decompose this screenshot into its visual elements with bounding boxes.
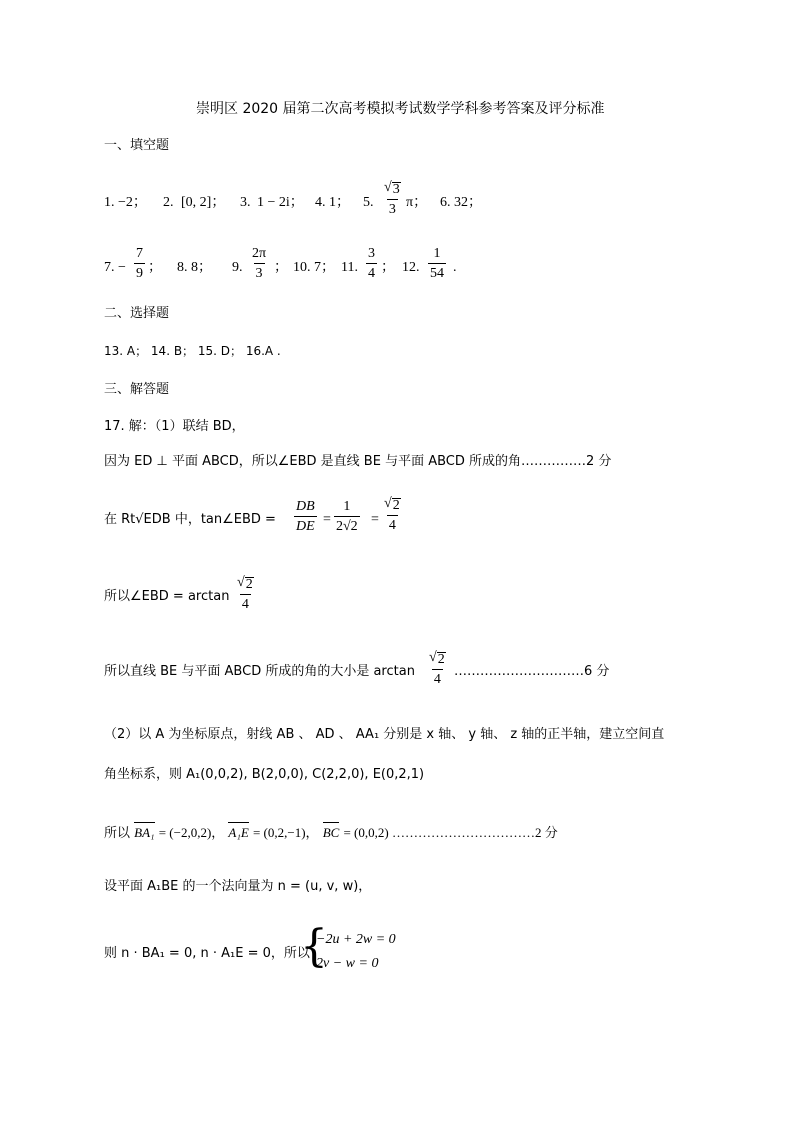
- answer-9-den: 3: [254, 263, 265, 281]
- q17-line-5-fraction: √ 2 4: [429, 650, 445, 687]
- q17-fraction-db-de: [294, 500, 317, 534]
- section-heading-choice: 二、选择题: [104, 306, 170, 321]
- q17-equals-1: =: [323, 512, 331, 527]
- q17-fraction-db-de-den: DE: [294, 516, 317, 534]
- answer-4: 4. 1；: [315, 195, 350, 210]
- q17-line-8: [104, 826, 558, 840]
- answer-11-tail: ；: [381, 260, 395, 275]
- q17-line-4-den: 4: [240, 594, 251, 612]
- choice-answers: 13. A； 14. B； 15. D； 16.A .: [104, 344, 281, 358]
- vector-a1e: A₁E: [228, 825, 249, 840]
- q17-line-6: （2）以 A 为坐标原点，射线 AB 、 AD 、 AA₁ 分别是 x 轴、 y 轴、 z 轴的正半轴，建立空间直: [104, 727, 665, 742]
- answer-7-den: 9: [134, 263, 145, 281]
- q17-line-9: 设平面 A₁BE 的一个法向量为 n = (u, v, w)，: [104, 879, 372, 894]
- q17-line-3-prefix: 在 Rt√EDB 中，tan∠EBD =: [104, 512, 276, 527]
- answer-5-tail: π；: [406, 195, 428, 210]
- answer-10: 10. 7；: [293, 260, 335, 275]
- vector-bc-value: = (0,0,2) ……………………………2 分: [343, 825, 558, 840]
- answer-8: 8. 8；: [177, 260, 212, 275]
- answer-3: 1 − 2i；: [257, 195, 304, 210]
- answer-12-tail: .: [453, 260, 457, 275]
- q17-line-5-den: 4: [432, 669, 443, 687]
- q17-line-5-sqrt: 2: [437, 652, 445, 667]
- answer-7-num: 7: [136, 246, 143, 261]
- answer-11-fraction: [366, 247, 377, 281]
- vector-ba1-value: = (−2,0,2)，: [158, 825, 225, 840]
- section-heading-fill: 一、填空题: [104, 138, 170, 153]
- system-equation-1: −2u + 2w = 0: [316, 932, 396, 947]
- q17-line-2: 因为 ED ⊥ 平面 ABCD，所以∠EBD 是直线 BE 与平面 ABCD 所成的角……………2 分: [104, 454, 612, 469]
- answer-12-num: 1: [433, 246, 441, 261]
- answer-7-label: 7. −: [104, 260, 126, 275]
- answer-7-tail: ；: [148, 260, 162, 275]
- q17-line-4-prefix: 所以∠EBD = arctan: [104, 589, 230, 604]
- q17-line-5-score: …………………………6 分: [454, 664, 610, 679]
- answer-7-fraction: [134, 247, 145, 281]
- q17-fraction-one-over-den: 2√2: [334, 516, 360, 534]
- section-heading-solve: 三、解答题: [104, 382, 170, 397]
- answer-2-label: 2.: [163, 195, 174, 210]
- answer-1: 1. −2；: [104, 195, 147, 210]
- answer-5-label: 5.: [363, 195, 374, 210]
- q17-line-4-sqrt: 2: [245, 577, 253, 592]
- q17-line-4-fraction: √ 2 4: [237, 575, 253, 612]
- vector-a1e-value: = (0,2,−1)，: [252, 825, 319, 840]
- answer-5-den: 3: [387, 199, 398, 217]
- q17-fraction-db-de-num: DB: [296, 499, 315, 514]
- answer-12-den: 54: [428, 263, 446, 281]
- q17-sqrt2: 2: [392, 498, 400, 513]
- answer-12-fraction: [428, 247, 446, 281]
- answer-11-num: 3: [368, 246, 375, 261]
- q17-equals-2: =: [371, 512, 379, 527]
- system-equation-2: 2v − w = 0: [316, 956, 379, 971]
- answer-5-sqrt: 3: [392, 182, 400, 197]
- answer-6: 6. 32；: [440, 195, 482, 210]
- answer-9-label: 9.: [232, 260, 243, 275]
- answer-2: [0, 2]；: [181, 195, 226, 210]
- answer-9-tail: ；: [274, 260, 288, 275]
- q17-line-8-prefix: 所以: [104, 826, 131, 841]
- answer-11-den: 4: [366, 263, 377, 281]
- q17-line-7: 角坐标系，则 A₁(0,0,2), B(2,0,0), C(2,2,0), E(0,2,1): [104, 767, 425, 782]
- page-title: 崇明区 2020 届第二次高考模拟考试数学学科参考答案及评分标准: [196, 101, 605, 117]
- q17-line-10-prefix: 则 n · BA₁ = 0, n · A₁E = 0，所以: [104, 946, 310, 961]
- answer-9-num: 2π: [252, 246, 267, 261]
- q17-fraction-sqrt2-den: 4: [387, 515, 398, 533]
- q17-fraction-one-over: [334, 500, 360, 534]
- system-brace-icon: {: [300, 921, 328, 972]
- q17-line-1: 17. 解：（1）联结 BD，: [104, 419, 245, 434]
- answer-9-fraction: [250, 247, 268, 281]
- answer-5-fraction: √ 3 3: [384, 180, 400, 217]
- answer-12-label: 12.: [402, 260, 420, 275]
- q17-fraction-one-over-num: 1: [343, 499, 351, 514]
- q17-line-5-prefix: 所以直线 BE 与平面 ABCD 所成的角的大小是 arctan: [104, 664, 415, 679]
- answer-11-label: 11.: [341, 260, 358, 275]
- vector-ba1: BA₁: [134, 825, 155, 840]
- vector-bc: BC: [322, 825, 340, 840]
- answer-3-label: 3.: [240, 195, 251, 210]
- q17-fraction-sqrt2-over-4: √ 2 4: [384, 496, 400, 533]
